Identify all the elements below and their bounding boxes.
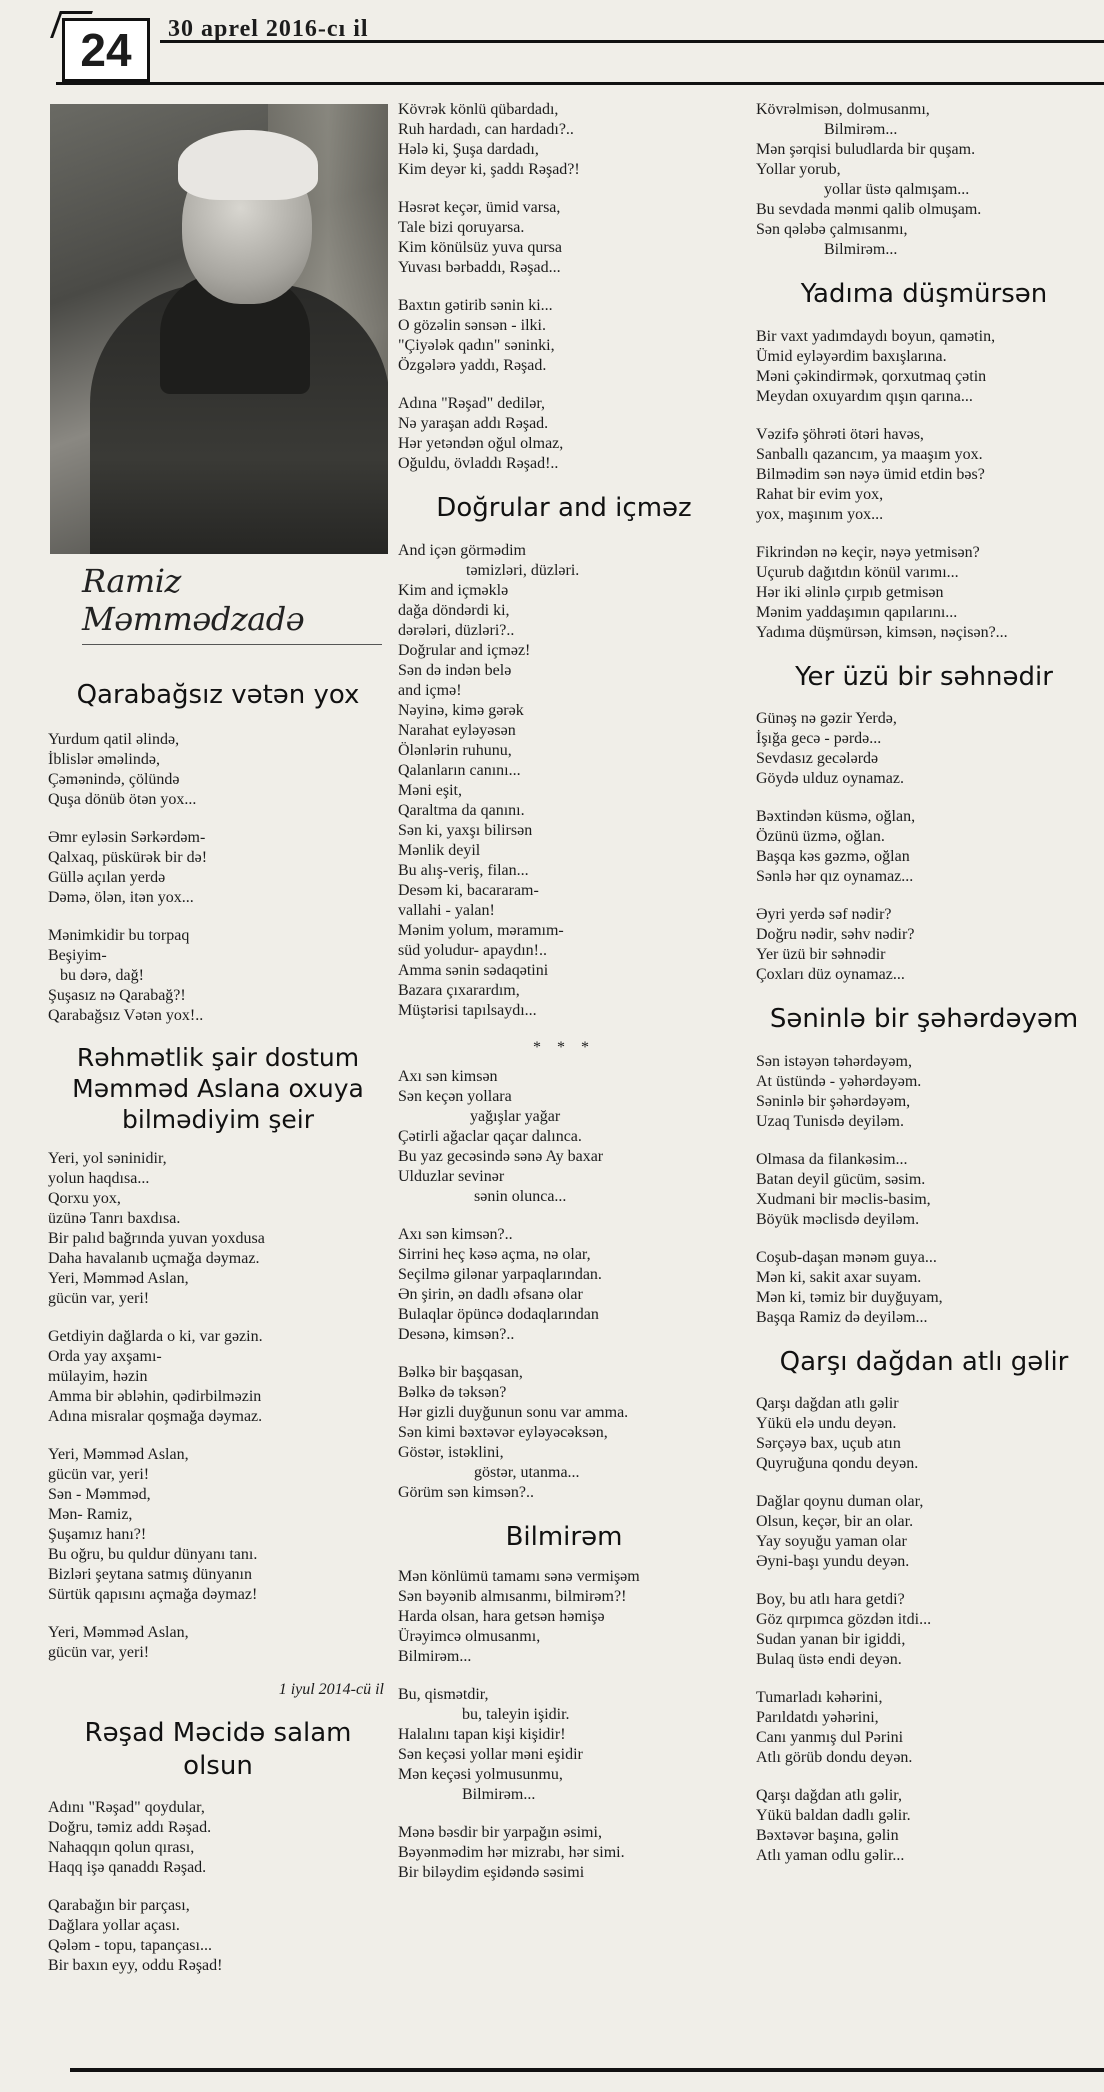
- poem-line: Yeri, Məmməd Aslan,: [48, 1270, 189, 1288]
- poem-stanza: [756, 1052, 1092, 1132]
- poem-stanza: [48, 1798, 388, 1878]
- poem-line: Məni çəkindirmək, qorxutmaq çətin: [756, 367, 987, 385]
- poem-line: Amma sənin sədaqətini: [398, 961, 549, 979]
- poem-line: Dağlara yollar açası.: [48, 1917, 180, 1935]
- poem-line: Kim könülsüz yuva qursa: [398, 239, 562, 256]
- poem-line: Canı yanmış dul Pərini: [756, 1729, 904, 1746]
- poem-line: Sən ki, yaxşı bilirsən: [398, 821, 533, 839]
- poem-line: Mən- Ramiz,: [48, 1506, 133, 1524]
- poem-line: Yay soyuğu yaman olar: [756, 1533, 907, 1550]
- poem-line: Yükü baldan dadlı gəlir.: [756, 1807, 911, 1824]
- poem-line: Bizləri şeytana satmış dünyanın: [48, 1566, 252, 1584]
- poem-line: Yadıma düşmürsən, kimsən, nəçisən?...: [756, 623, 1008, 641]
- poem-line: Mənlik deyil: [398, 841, 481, 859]
- poem-line: Bu, qismətdir,: [398, 1686, 489, 1703]
- poem-line: Ölənlərin ruhunu,: [398, 741, 512, 759]
- poem-body: [756, 1394, 1092, 1866]
- poem-body: [756, 327, 1092, 643]
- poem-stanza: [756, 905, 1092, 985]
- poem-line: Mənim yolum, məramım-: [398, 921, 564, 939]
- poem-line: Nəyinə, kimə gərək: [398, 701, 524, 719]
- poem-line: dağa döndərdi ki,: [398, 601, 510, 619]
- poem-stanza: [756, 807, 1092, 887]
- poem-line: Adına "Rəşad" dedilər,: [398, 395, 546, 412]
- poem-line: Sənlə hər qız oynamaz...: [756, 868, 914, 885]
- poem-stanza: [48, 1327, 388, 1427]
- poem-line: Yuvası bərbaddı, Rəşad...: [398, 259, 561, 276]
- poem-line: Qələm - topu, tapançası...: [48, 1937, 212, 1955]
- poem-title: Bilmirəm: [505, 1521, 623, 1552]
- poem-line: Sən qələbə çalmısanmı,: [756, 221, 908, 238]
- column-left: [48, 100, 388, 1994]
- poem-line: Bulaq üstə endi deyən.: [756, 1651, 902, 1668]
- poem-line: Haqq işə qanaddı Rəşad.: [48, 1859, 207, 1877]
- poem-stanza: [398, 1363, 730, 1503]
- poem-line: Sən keçəsi yollar məni eşidir: [398, 1746, 583, 1763]
- poem-line: Bilmirəm...: [398, 1786, 536, 1803]
- poem-stanza: [756, 100, 1092, 260]
- poem-line: Yer üzü bir səhnədir: [756, 946, 886, 963]
- poem-stanza: [756, 1688, 1092, 1768]
- poem-line: Mən ki, təmiz bir duyğuyam,: [756, 1288, 943, 1306]
- footer-rule: [70, 2068, 1104, 2072]
- poem-line: Seçilmə gilənar yarpaqlarından.: [398, 1265, 602, 1283]
- poem-line: Əyni-başı yundu deyən.: [756, 1553, 910, 1570]
- poem-line: Bu yaz gecəsində sənə Ay baxar: [398, 1147, 604, 1165]
- poem-line: Bəlkə də təksən?: [398, 1383, 507, 1401]
- poem-line: Yurdum qatil əlində,: [48, 730, 180, 748]
- poem-stanza: [398, 1225, 730, 1345]
- poem-line: Tale bizi qoruyarsa.: [398, 219, 525, 236]
- poem-line: Sevdasız gecələrdə: [756, 750, 879, 767]
- poem-line: Coşub-daşan mənəm guya...: [756, 1248, 937, 1266]
- poem-line: gücün var, yeri!: [48, 1290, 150, 1308]
- poem-line: Quşa dönüb ötən yox...: [48, 790, 197, 808]
- poem-line: Batan deyil gücüm, səsim.: [756, 1170, 926, 1188]
- poem-line: dərələri, düzləri?..: [398, 621, 515, 639]
- poem-line: Atlı görüb dondu deyən.: [756, 1749, 913, 1766]
- poem-line: Bəlkə bir başqasan,: [398, 1363, 523, 1381]
- poem-line: Bəyənmədim hər mizrabı, hər simi.: [398, 1844, 625, 1861]
- poem-stanza: [48, 1445, 388, 1605]
- poem-title: Doğrular and içməz: [436, 493, 692, 523]
- poem-line: Sərçəyə bax, uçub atın: [756, 1435, 901, 1452]
- poem-line: Mənim yaddaşımın qapılarını...: [756, 603, 958, 621]
- poem-line: bu, taleyin işidir.: [398, 1706, 570, 1723]
- column-middle: [398, 100, 730, 1901]
- poem-line: Yeri, yol səninidir,: [48, 1150, 167, 1168]
- poem-line: yolun haqdısa...: [48, 1170, 150, 1188]
- poem-line: Kim and içməklə: [398, 581, 509, 599]
- poem-stanza: [398, 1567, 730, 1667]
- poem-line: Sən kimi bəxtəvər eyləyəcəksən,: [398, 1423, 608, 1441]
- poem-stanza: [398, 198, 730, 278]
- poem-line: Mən şərqisi buludlarda bir quşam.: [756, 141, 976, 158]
- poem-stanza: [48, 1149, 388, 1309]
- poem-line: Bir baxın eyy, oddu Rəşad!: [48, 1957, 223, 1975]
- poem-line: Kövrək könlü qübardadı,: [398, 101, 559, 118]
- poem-line: Halalını tapan kişi kişidir!: [398, 1726, 566, 1743]
- header-rule: [160, 40, 1104, 43]
- poem-line: Özünü üzmə, oğlan.: [756, 828, 885, 845]
- poem-line: Əyri yerdə səf nədir?: [756, 906, 892, 923]
- poem-line: Mən keçəsi yolmusunmu,: [398, 1766, 563, 1783]
- poem-body: [398, 1067, 730, 1503]
- poem-body: [398, 541, 730, 1021]
- poem-line: Ruh hardadı, can hardadı?..: [398, 121, 574, 138]
- poem-line: Göstər, istəklini,: [398, 1443, 504, 1461]
- poem-line: Atlı yaman odlu gəlir...: [756, 1847, 905, 1864]
- poem-line: Hələ ki, Şuşa dardadı,: [398, 141, 539, 158]
- poem-line: Uzaq Tunisdə deyiləm.: [756, 1112, 904, 1130]
- poem-line: Yollar yorub,: [756, 161, 841, 178]
- poem-line: Başqa Ramiz də deyiləm...: [756, 1308, 928, 1326]
- poem-line: Amma bir əbləhin, qədirbilməzin: [48, 1388, 262, 1406]
- poem-line: Bu alış-veriş, filan...: [398, 861, 529, 879]
- poem-line: Göz qırpımca gözdən itdi...: [756, 1611, 932, 1628]
- poem-line: and içmə!: [398, 681, 462, 699]
- poem-line: Doğru nədir, səhv nədir?: [756, 926, 915, 943]
- poem-stanza: [398, 296, 730, 376]
- poem-title: Rəşad Məcidə salam olsun: [84, 1718, 352, 1781]
- poem-line: Quyruğuna qondu deyən.: [756, 1455, 919, 1472]
- author-signature: Ramiz Məmmədzadə: [82, 562, 382, 645]
- poem-line: Sürtük qapısını açmağa dəymaz!: [48, 1586, 258, 1604]
- poem-line: Bir biləydim eşidəndə səsimi: [398, 1864, 585, 1881]
- issue-date: 30 aprel 2016-cı il: [168, 16, 369, 42]
- poem-line: Mənimkidir bu torpaq: [48, 926, 190, 944]
- poem-line: Baxtın gətirib sənin ki...: [398, 297, 553, 314]
- poem-stanza: [756, 1590, 1092, 1670]
- poem-line: Sanballı qazancım, ya maaşım yox.: [756, 445, 983, 463]
- poem-line: O gözəlin sənsən - ilki.: [398, 317, 546, 334]
- poem-line: Özgələrə yaddı, Rəşad.: [398, 357, 547, 374]
- poem-line: Hər iki əlinlə çırpıb getmisən: [756, 583, 944, 601]
- poem-line: Əmr eyləsin Sərkərdəm-: [48, 828, 206, 846]
- poem-line: vallahi - yalan!: [398, 901, 495, 919]
- poem-line: Rahat bir evim yox,: [756, 485, 884, 503]
- poem-line: Müştərisi tapılsaydı...: [398, 1001, 537, 1019]
- poem-line: Xudmani bir məclis-basim,: [756, 1190, 931, 1208]
- poem-line: Qorxu yox,: [48, 1190, 121, 1208]
- poem-line: Narahat eyləyəsən: [398, 721, 516, 739]
- poem-line: Görüm sən kimsən?..: [398, 1483, 534, 1501]
- poem-line: gücün var, yeri!: [48, 1644, 150, 1662]
- poem-title: Yadıma düşmürsən: [800, 279, 1048, 309]
- poem-line: Qarabağsız Vətən yox!..: [48, 1006, 204, 1024]
- poem-line: təmizləri, düzləri.: [398, 561, 580, 579]
- poem-body: [48, 1149, 388, 1663]
- poem-line: Olsun, keçər, bir an olar.: [756, 1513, 914, 1530]
- poem-line: Doğrular and içməz!: [398, 641, 531, 659]
- poem-line: Dəmə, ölən, itən yox...: [48, 888, 194, 906]
- poem-line: Fikrindən nə keçir, nəyə yetmisən?: [756, 543, 980, 561]
- poem-line: mülayim, həzin: [48, 1368, 148, 1386]
- poem-line: And içən görmədim: [398, 541, 526, 559]
- poem-line: Bilmirəm...: [756, 241, 898, 258]
- poem-stanza: [756, 709, 1092, 789]
- poem-line: Bilmirəm...: [398, 1648, 472, 1665]
- poem-stanza: [756, 1492, 1092, 1572]
- poem-line: Hər yetəndən oğul olmaz,: [398, 435, 564, 452]
- poem-line: Mən könlümü tamamı sənə vermişəm: [398, 1568, 640, 1585]
- poem-line: Harda olsan, hara getsən həmişə: [398, 1608, 605, 1625]
- poem-line: Çoxları düz oynamaz...: [756, 966, 905, 983]
- poem-line: Orda yay axşamı-: [48, 1348, 162, 1366]
- poem-line: Bir palıd bağrında yuvan yoxdusa: [48, 1230, 265, 1248]
- poem-stanza: [756, 425, 1092, 525]
- poem-line: Bir vaxt yadımdaydı boyun, qamətin,: [756, 327, 996, 345]
- page-header: [0, 0, 1104, 90]
- poem-line: Bəxtəvər başına, gəlin: [756, 1827, 899, 1844]
- poem-body: [756, 1052, 1092, 1328]
- poem-line: Hər gizli duyğunun sonu var amma.: [398, 1403, 629, 1421]
- poem-line: Şuşamız hanı?!: [48, 1526, 147, 1544]
- poem-line: Yükü elə undu deyən.: [756, 1415, 897, 1432]
- poem-line: Tumarladı kəhərini,: [756, 1689, 883, 1706]
- poem-line: Parıldatdı yəhərini,: [756, 1709, 879, 1726]
- poem-line: "Çiyələk qadın" səninki,: [398, 337, 555, 354]
- poem-line: Çəmənində, çölündə: [48, 770, 180, 788]
- poem-line: Başqa kəs gəzmə, oğlan: [756, 848, 910, 865]
- poem-line: Məni eşit,: [398, 781, 462, 799]
- poem-line: Sən bəyənib almısanmı, bilmirəm?!: [398, 1588, 627, 1605]
- poem-line: Həsrət keçər, ümid varsa,: [398, 199, 561, 216]
- poem-line: Bulaqlar öpüncə dodaqlarından: [398, 1305, 599, 1323]
- poem-body: [756, 709, 1092, 985]
- page-number: 24: [62, 18, 150, 82]
- poem-stanza: [756, 1150, 1092, 1230]
- poem-line: Beşiyim-: [48, 946, 107, 964]
- poem-line: Qarabağın bir parçası,: [48, 1897, 190, 1915]
- poem-stanza: [48, 730, 388, 810]
- poem-stanza: [398, 541, 730, 1021]
- poem-stanza: [48, 1623, 388, 1663]
- poem-line: Bəxtindən küsmə, oğlan,: [756, 808, 916, 825]
- poem-line: Səninlə bir şəhərdəyəm,: [756, 1092, 911, 1110]
- poem-line: yağışlar yağar: [398, 1107, 561, 1125]
- poem-line: Vəzifə şöhrəti ötəri havəs,: [756, 425, 924, 443]
- poem-line: Göydə ulduz oynamaz.: [756, 770, 904, 787]
- poem-line: Nahaqqın qolun qırası,: [48, 1839, 195, 1857]
- poem-body: [48, 1798, 388, 1976]
- poem-line: bu dərə, dağ!: [48, 966, 144, 984]
- poem-title: Qarşı dağdan atlı gəlir: [779, 1346, 1069, 1377]
- poem-line: Qarşı dağdan atlı gəlir: [756, 1395, 899, 1412]
- poem-line: yox, maşınım yox...: [756, 505, 884, 523]
- poem-line: Uçurub dağıtdın könül varımı...: [756, 563, 959, 581]
- poem-line: Ümid eyləyərdim baxışlarına.: [756, 347, 947, 365]
- poem-line: Axı sən kimsən: [398, 1067, 498, 1085]
- poem-stanza: [756, 543, 1092, 643]
- poem-line: Güllə açılan yerdə: [48, 868, 166, 886]
- poem-dateline: 1 iyul 2014-cü il: [278, 1681, 384, 1699]
- poem-line: Boy, bu atlı hara getdi?: [756, 1591, 905, 1608]
- poem-line: Kim deyər ki, şaddı Rəşad?!: [398, 161, 580, 178]
- poem-line: Sən - Məmməd,: [48, 1486, 151, 1504]
- poem-line: Mən ki, sakit axar suyam.: [756, 1268, 922, 1286]
- poem-stanza: [398, 1823, 730, 1883]
- poem-line: İblislər əməlində,: [48, 750, 160, 768]
- poem-line: Qarşı dağdan atlı gəlir,: [756, 1787, 902, 1804]
- poem-line: Adına misralar qoşmağa dəymaz.: [48, 1408, 263, 1426]
- poem-line: Sən keçən yollara: [398, 1087, 512, 1105]
- section-divider: * * *: [533, 1038, 595, 1056]
- poem-line: Sən də indən belə: [398, 661, 512, 679]
- poem-line: üzünə Tanrı baxdısa.: [48, 1210, 181, 1228]
- poem-line: Sirrini heç kəsə açma, nə olar,: [398, 1245, 591, 1263]
- poem-body: [398, 100, 730, 474]
- poem-line: Kövrəlmisən, dolmusanmı,: [756, 101, 930, 118]
- poem-line: Bilmirəm...: [756, 121, 898, 138]
- poem-line: sənin olunca...: [398, 1187, 567, 1205]
- author-photo: [50, 104, 388, 554]
- poem-line: Daha havalanıb uçmağa dəymaz.: [48, 1250, 260, 1268]
- poem-line: Günəş nə gəzir Yerdə,: [756, 710, 897, 727]
- poem-body: [48, 730, 388, 1026]
- poem-line: Sudan yanan bir igiddi,: [756, 1631, 906, 1648]
- poem-stanza: [48, 1896, 388, 1976]
- poem-line: Ürəyimcə olmusanmı,: [398, 1628, 541, 1645]
- poem-line: Yeri, Məmməd Aslan,: [48, 1446, 189, 1464]
- poem-stanza: [398, 1067, 730, 1207]
- poem-line: Bilmədim sən nəyə ümid etdin bəs?: [756, 465, 985, 483]
- poem-stanza: [756, 327, 1092, 407]
- poem-title: Qarabağsız vətən yox: [76, 680, 360, 710]
- poem-line: Nə yaraşan addı Rəşad.: [398, 415, 549, 432]
- poem-line: Axı sən kimsən?..: [398, 1225, 513, 1243]
- poem-line: Adını "Rəşad" qoydular,: [48, 1799, 205, 1817]
- poem-line: Bu sevdada mənmi qalib olmuşam.: [756, 201, 982, 218]
- poem-stanza: [756, 1786, 1092, 1866]
- poem-title: Səninlə bir şəhərdəyəm: [769, 1004, 1079, 1034]
- poem-stanza: [398, 1685, 730, 1805]
- poem-line: Qalxaq, püskürək bir də!: [48, 848, 208, 866]
- poem-line: göstər, utanma...: [398, 1463, 580, 1481]
- poem-line: gücün var, yeri!: [48, 1466, 150, 1484]
- poem-line: Böyük məclisdə deyiləm.: [756, 1210, 920, 1228]
- poem-stanza: [756, 1394, 1092, 1474]
- poem-line: yollar üstə qalmışam...: [756, 181, 970, 198]
- poem-line: Qaraltma da qanını.: [398, 801, 525, 819]
- poem-stanza: [756, 1248, 1092, 1328]
- poem-line: Sən istəyən təhərdəyəm,: [756, 1052, 912, 1070]
- poem-line: Oğuldu, övladdı Rəşad!..: [398, 455, 559, 472]
- poem-line: Meydan oxuyardım qışın qarına...: [756, 387, 973, 405]
- header-rule-lower: [56, 82, 1104, 85]
- poem-body: [756, 100, 1092, 260]
- column-right: [756, 100, 1092, 1884]
- poem-stanza: [398, 100, 730, 180]
- poem-line: Qalanların canını...: [398, 761, 521, 779]
- poem-stanza: [398, 394, 730, 474]
- poem-body: [398, 1567, 730, 1883]
- poem-line: Bu oğru, bu quldur dünyanı tanı.: [48, 1546, 258, 1564]
- poem-line: İşığa gecə - pərdə...: [756, 730, 882, 747]
- poem-line: süd yoludur- apaydın!..: [398, 941, 547, 959]
- poem-line: Olmasa da filankəsim...: [756, 1150, 908, 1168]
- poem-line: Çətirli ağaclar qaçar dalınca.: [398, 1127, 582, 1145]
- poem-line: At üstündə - yəhərdəyəm.: [756, 1072, 922, 1090]
- poem-title: Yer üzü bir səhnədir: [795, 661, 1053, 692]
- poem-line: Dağlar qoynu duman olar,: [756, 1493, 924, 1510]
- poem-stanza: [48, 828, 388, 908]
- poem-line: Desəm ki, bacararam-: [398, 881, 539, 899]
- poem-line: Mənə bəsdir bir yarpağın əsimi,: [398, 1824, 602, 1841]
- poem-title: Rəhmətlik şair dostum Məmməd Aslana oxuya bilmədiyim şeir: [72, 1042, 364, 1134]
- poem-stanza: [48, 926, 388, 1026]
- poem-line: Getdiyin dağlarda o ki, var gəzin.: [48, 1328, 263, 1346]
- poem-line: Desənə, kimsən?..: [398, 1325, 515, 1343]
- poem-line: Ən şirin, ən dadlı əfsanə olar: [398, 1285, 583, 1303]
- poem-line: Yeri, Məmməd Aslan,: [48, 1624, 189, 1642]
- poem-line: Doğru, təmiz addı Rəşad.: [48, 1819, 212, 1837]
- poem-line: Ulduzlar sevinər: [398, 1167, 505, 1185]
- poem-line: Şuşasız nə Qarabağ?!: [48, 986, 186, 1004]
- poem-line: Bazara çıxarardım,: [398, 981, 520, 999]
